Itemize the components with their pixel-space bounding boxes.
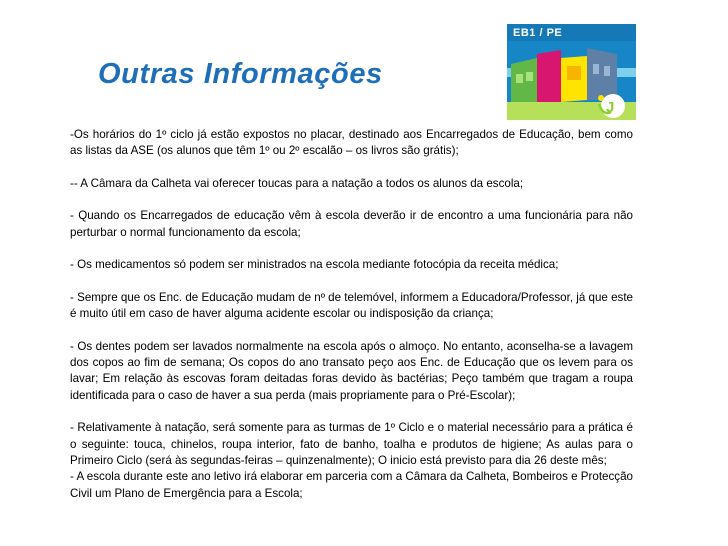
info-paragraph: - A escola durante este ano letivo irá elaborar em parceria com a Câmara da Calheta, Bombeiros e Protecção Civil um Plano de Emergência para a Escola; — [70, 470, 633, 500]
info-list — [70, 127, 633, 502]
info-paragraph: - Sempre que os Enc. de Educação mudam de nº de telemóvel, informem a Educadora/Professor, já que este é muito útil em caso de haver alguma acidente escolar ou indisposição da criança; — [70, 290, 633, 321]
logo-caption: EB1 / PE — [513, 27, 563, 39]
info-paragraph: - Os medicamentos só podem ser ministrados na escola mediante fotocópia da receita médica; — [70, 258, 559, 272]
page-title: Outras Informações — [98, 58, 383, 90]
info-paragraph: -- A Câmara da Calheta vai oferecer toucas para a natação a todos os alunos da escola; — [70, 176, 524, 190]
info-paragraph: - Os dentes podem ser lavados normalmente na escola após o almoço. No entanto, aconselha-se a lavagem dos copos ao fim de semana; Os copos do ano transato peço aos Enc. de Educação que os levem para os lavar; Em relação às escovas foram deitadas foras devido às bactérias; Peço também que tragam a roupa identificada para o caso de haver a sua perda (mais propriamente para o Pré-Escolar); — [70, 339, 633, 402]
svg-text:J: J — [606, 99, 615, 116]
info-paragraph: - Quando os Encarregados de educação vêm à escola deverão ir de encontro a uma funcionária para não perturbar o normal funcionamento da escola; — [70, 209, 633, 239]
info-paragraph: - Relativamente à natação, será somente para as turmas de 1º Ciclo e o material necessário para a prática é o seguinte: touca, chinelos, roupa interior, fato de banho, toalha e produtos de higiene; As aulas para o Primeiro Ciclo (será às segundas-feiras – quinzenalmente); O inicio está previsto para dia 26 deste mês; — [70, 421, 633, 467]
school-logo — [507, 24, 636, 120]
info-paragraph: -Os horários do 1º ciclo já estão expostos no placar, destinado aos Encarregados de Educação, bem como as listas da ASE (os alunos que têm 1º ou 2º escalão – os livros são grátis); — [70, 128, 633, 158]
